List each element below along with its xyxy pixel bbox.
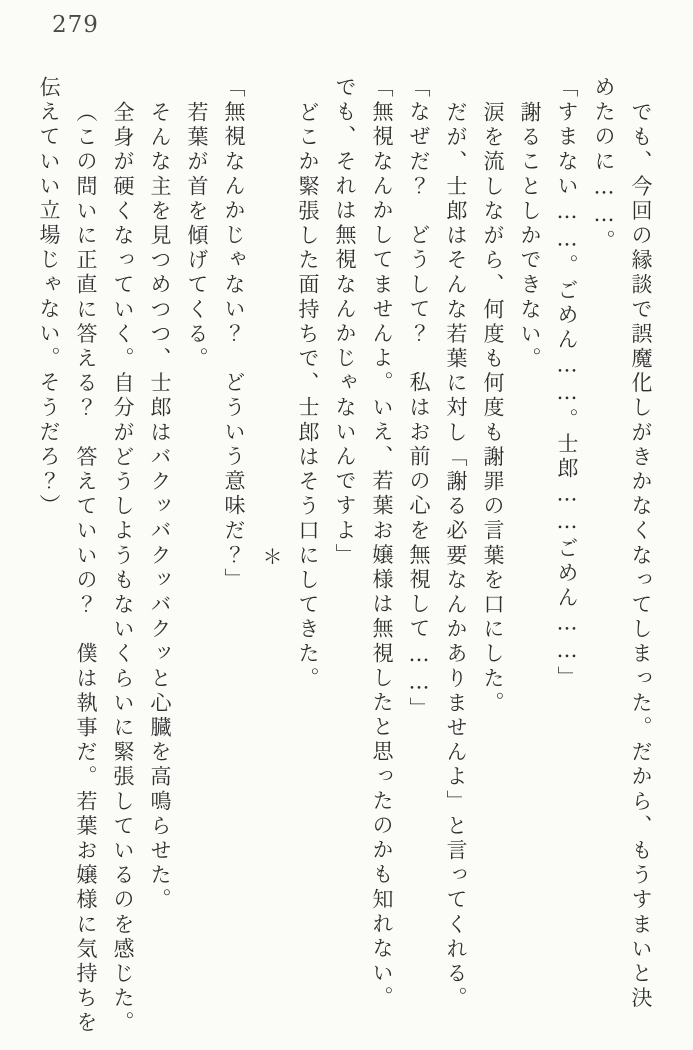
text-column-9: でも、それは無視なんかじゃないんですよ」 bbox=[333, 76, 357, 568]
text-column-10: どこか緊張した面持ちで、士郎はそう口にしてきた。 bbox=[296, 100, 320, 691]
text-column-3: 「すまない……。ごめん……。士郎……ごめん……」 bbox=[555, 76, 579, 691]
text-column-2: めたのに……。 bbox=[592, 76, 616, 255]
text-column-4: 謝ることしかできない。 bbox=[518, 100, 542, 372]
text-column-8: 「無視なんかしてませんよ。いえ、若葉お嬢様は無視したと思ったのかも知れない。 bbox=[370, 76, 394, 1011]
text-column-12: 「無視なんかじゃない？ どういう意味だ？」 bbox=[222, 76, 246, 593]
text-column-15: 全身が硬くなっていく。自分がどうしようもないくらいに緊張しているのを感じた。 bbox=[111, 100, 135, 1036]
text-column-1: でも、今回の縁談で誤魔化しがきかなくなってしまった。だから、もうすまいと決 bbox=[629, 100, 653, 1011]
text-column-16: （この問いに正直に答える？ 答えていいの？ 僕は執事だ。若葉お嬢様に気持ちを bbox=[74, 100, 98, 1036]
text-column-13: 若葉が首を傾げてくる。 bbox=[185, 100, 209, 372]
text-column-6: だが、士郎はそんな若葉に対し「謝る必要なんかありませんよ」と言ってくれる。 bbox=[444, 100, 468, 1011]
section-separator-asterisk: ＊ bbox=[259, 546, 283, 566]
text-column-17: 伝えていい立場じゃない。そうだろ？） bbox=[37, 76, 61, 519]
text-column-14: そんな主を見つめつつ、士郎はバクッバクッバクッと心臓を高鳴らせた。 bbox=[148, 100, 172, 913]
text-column-7: 「なぜだ？ どうして？ 私はお前の心を無視して……」 bbox=[407, 76, 431, 722]
page-number: 279 bbox=[52, 12, 99, 38]
text-area bbox=[30, 76, 659, 1036]
text-column-5: 涙を流しながら、何度も何度も謝罪の言葉を口にした。 bbox=[481, 100, 505, 716]
